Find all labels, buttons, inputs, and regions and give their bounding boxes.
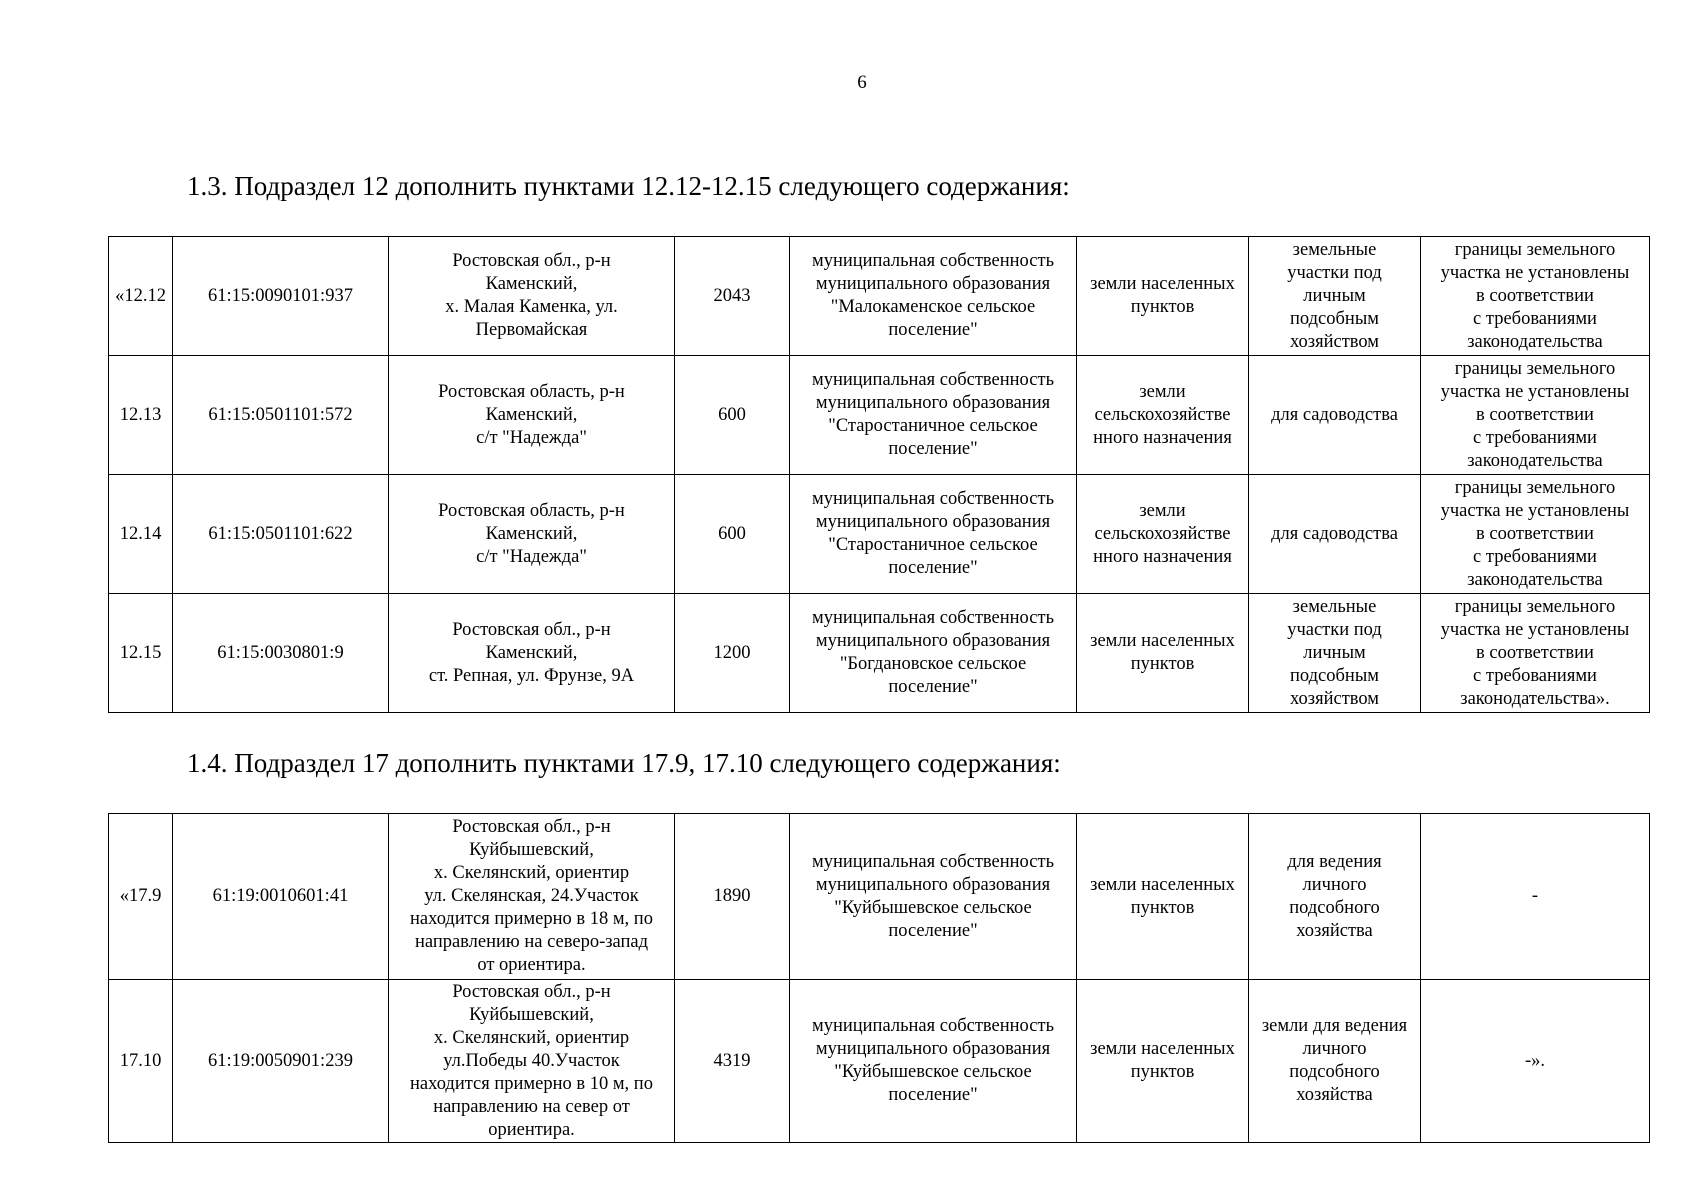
- cadastral-number: 61:19:0010601:41: [173, 814, 389, 980]
- address: Ростовская обл., р-н Каменский, ст. Репная, ул. Фрунзе, 9А: [389, 594, 675, 713]
- ownership: муниципальная собственность муниципального образования "Куйбышевское сельское поселение": [790, 980, 1077, 1143]
- ownership: муниципальная собственность муниципального образования "Куйбышевское сельское поселение": [790, 814, 1077, 980]
- area: 600: [675, 475, 790, 594]
- permitted-use: для садоводства: [1249, 475, 1421, 594]
- page-number: 6: [857, 72, 867, 93]
- section-heading-12: 1.3. Подраздел 12 дополнить пунктами 12.12-12.15 следующего содержания:: [187, 171, 1070, 201]
- permitted-use: для садоводства: [1249, 356, 1421, 475]
- cadastral-number: 61:19:0050901:239: [173, 980, 389, 1143]
- area: 4319: [675, 980, 790, 1143]
- permitted-use: земельные участки под личным подсобным хозяйством: [1249, 237, 1421, 356]
- item-number: 17.10: [109, 980, 173, 1143]
- item-number: 12.14: [109, 475, 173, 594]
- item-number: 12.13: [109, 356, 173, 475]
- table-row: [109, 980, 1650, 1143]
- borders-note: границы земельного участка не установлены в соответствии с требованиями законодательства: [1421, 356, 1650, 475]
- permitted-use: для ведения личного подсобного хозяйства: [1249, 814, 1421, 980]
- address: Ростовская обл., р-н Куйбышевский, х. Скелянский, ориентир ул. Скелянская, 24.Участок находится примерно в 18 м, по направлению на северо-запад от ориентира.: [389, 814, 675, 980]
- cadastral-number: 61:15:0030801:9: [173, 594, 389, 713]
- area: 1200: [675, 594, 790, 713]
- address: Ростовская обл., р-н Куйбышевский, х. Скелянский, ориентир ул.Победы 40.Участок находится примерно в 10 м, по направлению на север от ориентира.: [389, 980, 675, 1143]
- cadastral-number: 61:15:0090101:937: [173, 237, 389, 356]
- ownership: муниципальная собственность муниципального образования "Богдановское сельское поселение": [790, 594, 1077, 713]
- land-table-12: [108, 236, 1650, 713]
- land-category: земли населенных пунктов: [1077, 814, 1249, 980]
- land-category: земли населенных пунктов: [1077, 980, 1249, 1143]
- borders-note: границы земельного участка не установлены в соответствии с требованиями законодательства».: [1421, 594, 1650, 713]
- table-row: [109, 475, 1650, 594]
- land-category: земли населенных пунктов: [1077, 237, 1249, 356]
- section-heading-17: 1.4. Подраздел 17 дополнить пунктами 17.9, 17.10 следующего содержания:: [187, 748, 1061, 778]
- ownership: муниципальная собственность муниципального образования "Старостаничное сельское поселение": [790, 475, 1077, 594]
- address: Ростовская область, р-н Каменский, с/т "Надежда": [389, 475, 675, 594]
- land-category: земли населенных пунктов: [1077, 594, 1249, 713]
- item-number: «17.9: [109, 814, 173, 980]
- table-row: [109, 237, 1650, 356]
- borders-note: границы земельного участка не установлены в соответствии с требованиями законодательства: [1421, 237, 1650, 356]
- table-row: [109, 594, 1650, 713]
- item-number: «12.12: [109, 237, 173, 356]
- land-table-17: [108, 813, 1650, 1143]
- borders-note: -».: [1421, 980, 1650, 1143]
- permitted-use: земельные участки под личным подсобным хозяйством: [1249, 594, 1421, 713]
- ownership: муниципальная собственность муниципального образования "Старостаничное сельское поселение": [790, 356, 1077, 475]
- item-number: 12.15: [109, 594, 173, 713]
- ownership: муниципальная собственность муниципального образования "Малокаменское сельское поселение": [790, 237, 1077, 356]
- address: Ростовская обл., р-н Каменский, х. Малая Каменка, ул. Первомайская: [389, 237, 675, 356]
- land-category: земли сельскохозяйстве нного назначения: [1077, 475, 1249, 594]
- table-row: [109, 356, 1650, 475]
- area: 600: [675, 356, 790, 475]
- borders-note: границы земельного участка не установлены в соответствии с требованиями законодательства: [1421, 475, 1650, 594]
- borders-note: -: [1421, 814, 1650, 980]
- cadastral-number: 61:15:0501101:572: [173, 356, 389, 475]
- cadastral-number: 61:15:0501101:622: [173, 475, 389, 594]
- permitted-use: земли для ведения личного подсобного хозяйства: [1249, 980, 1421, 1143]
- address: Ростовская область, р-н Каменский, с/т "Надежда": [389, 356, 675, 475]
- area: 1890: [675, 814, 790, 980]
- land-category: земли сельскохозяйстве нного назначения: [1077, 356, 1249, 475]
- area: 2043: [675, 237, 790, 356]
- table-row: [109, 814, 1650, 980]
